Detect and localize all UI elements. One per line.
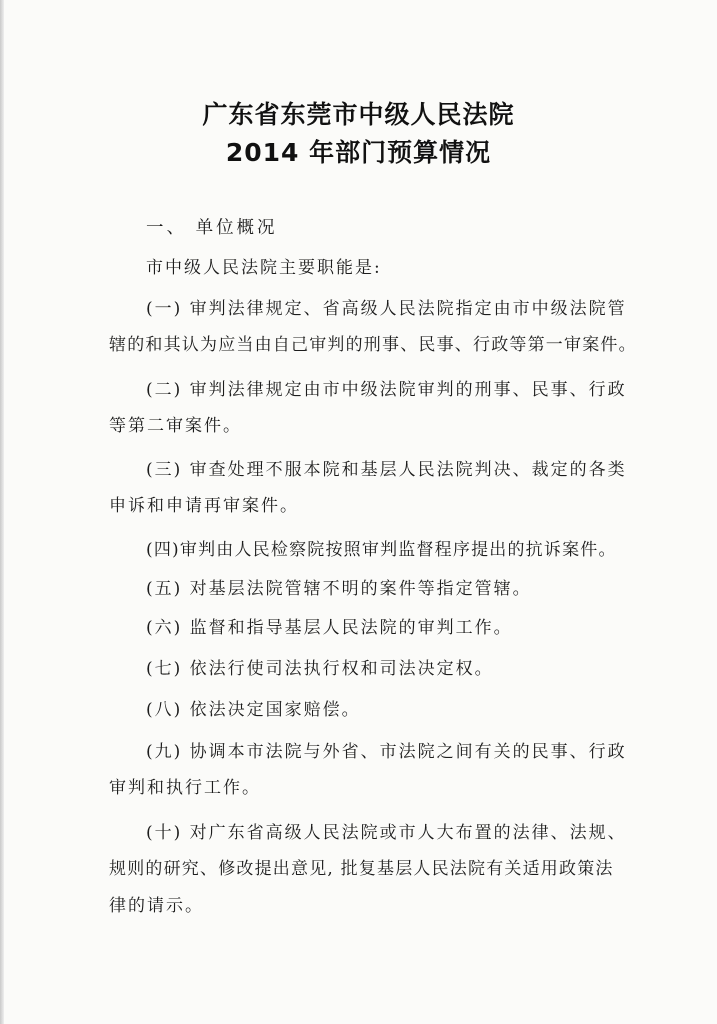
- paragraph-line: (八) 依法决定国家赔偿。: [146, 700, 361, 720]
- paragraph-line: (一) 审判法律规定、省高级人民法院指定由市中级法院管: [146, 299, 627, 319]
- paragraph-line: 审判和执行工作。: [109, 778, 261, 798]
- paragraph-line: (三) 审查处理不服本院和基层人民法院判决、裁定的各类: [146, 460, 627, 480]
- paragraph-line: 辖的和其认为应当由自己审判的刑事、民事、行政等第一审案件。: [109, 335, 637, 355]
- paragraph-line: 律的请示。: [109, 896, 204, 916]
- intro-text: 市中级人民法院主要职能是:: [146, 258, 382, 278]
- paragraph-line: (十) 对广东省高级人民法院或市人大布置的法律、法规、: [146, 823, 627, 843]
- document-subtitle: 2014 年部门预算情况: [225, 138, 492, 167]
- paragraph-line: (九) 协调本市法院与外省、市法院之间有关的民事、行政: [146, 742, 627, 762]
- paragraph-line: 规则的研究、修改提出意见, 批复基层人民法院有关适用政策法: [109, 859, 614, 879]
- paragraph-line: (四)审判由人民检察院按照审判监督程序提出的抗诉案件。: [146, 540, 617, 560]
- section-heading: 一、 单位概况: [146, 218, 278, 238]
- paragraph-line: 申诉和申请再审案件。: [109, 496, 299, 516]
- paragraph-line: (六) 监督和指导基层人民法院的审判工作。: [146, 618, 513, 638]
- document-title: 广东省东莞市中级人民法院: [202, 100, 515, 129]
- paragraph-line: (二) 审判法律规定由市中级法院审判的刑事、民事、行政: [146, 380, 627, 400]
- paragraph-line: 等第二审案件。: [109, 416, 242, 436]
- paragraph-line: (七) 依法行使司法执行权和司法决定权。: [146, 659, 494, 679]
- paragraph-line: (五) 对基层法院管辖不明的案件等指定管辖。: [146, 579, 532, 599]
